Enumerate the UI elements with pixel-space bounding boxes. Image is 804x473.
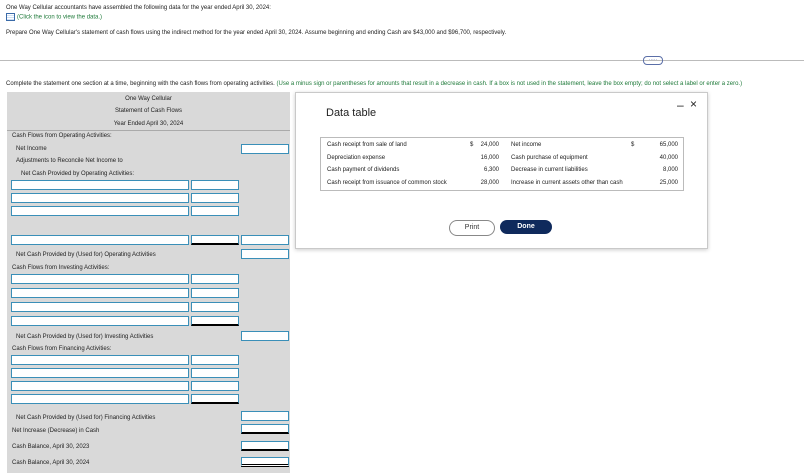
cash-end-input[interactable] bbox=[241, 457, 289, 467]
instruction-note: (Use a minus sign or parentheses for amounts that result in a decrease in cash. If a box is not used in the statement, leave the box empty; do not select a label or enter a zero.) bbox=[276, 81, 743, 87]
data-link[interactable] bbox=[6, 13, 102, 22]
close-icon[interactable]: × bbox=[690, 97, 698, 111]
data-row-dollar: $ bbox=[631, 142, 635, 148]
adjustment-amount-input[interactable] bbox=[191, 193, 239, 203]
data-row-value: 28,000 bbox=[480, 179, 499, 186]
modal-title: Data table bbox=[326, 107, 377, 119]
net-cash-investing-input[interactable] bbox=[241, 331, 289, 341]
data-row-label: Decrease in current liabilities bbox=[511, 167, 588, 173]
prompt-text: Prepare One Way Cellular's statement of cash flows using the indirect method for the year ended April 30, 2024. Assume beginning and ending Cash are $43,000 and $96,700, respectively. bbox=[6, 30, 507, 36]
net-cash-operating-label: Net Cash Provided by (Used for) Operating Activities bbox=[16, 252, 156, 258]
adjustment-label-input[interactable] bbox=[11, 180, 189, 190]
financing-label-input[interactable] bbox=[11, 355, 189, 365]
adjustments-label: Adjustments to Reconcile Net Income to bbox=[16, 158, 123, 164]
data-row-label: Depreciation expense bbox=[327, 154, 386, 161]
adjustment-label-input[interactable] bbox=[11, 193, 189, 203]
adjustment-amount-input[interactable] bbox=[191, 235, 239, 245]
net-cash-financing-input[interactable] bbox=[241, 411, 289, 421]
financing-amount-input[interactable] bbox=[191, 355, 239, 365]
data-row-label: Cash payment of dividends bbox=[327, 167, 400, 173]
header-divider bbox=[7, 130, 290, 131]
cash-begin-label: Cash Balance, April 30, 2023 bbox=[12, 444, 90, 450]
financing-label-input[interactable] bbox=[11, 381, 189, 391]
financing-header: Cash Flows from Financing Activities: bbox=[12, 346, 112, 352]
expand-toggle[interactable]: ····· bbox=[643, 56, 663, 65]
data-row-label: Cash purchase of equipment bbox=[511, 154, 588, 161]
divider bbox=[0, 60, 804, 61]
instruction bbox=[6, 80, 742, 88]
data-row-label: Increase in current assets other than cash bbox=[511, 179, 623, 186]
data-row-value: 40,000 bbox=[659, 154, 678, 161]
financing-amount-input[interactable] bbox=[191, 368, 239, 378]
investing-label-input[interactable] bbox=[11, 288, 189, 298]
investing-amount-input[interactable] bbox=[191, 302, 239, 312]
adjustment-amount-input[interactable] bbox=[191, 180, 239, 190]
data-row-dollar: $ bbox=[470, 142, 474, 148]
instruction-main: Complete the statement one section at a time, beginning with the cash flows from operating activities. bbox=[6, 81, 277, 87]
operating-header: Cash Flows from Operating Activities: bbox=[12, 133, 112, 139]
adjustment-label-input[interactable] bbox=[11, 235, 189, 245]
data-row-value: 16,000 bbox=[480, 154, 499, 161]
data-table bbox=[320, 137, 684, 191]
investing-header: Cash Flows from Investing Activities: bbox=[12, 265, 110, 271]
investing-label-input[interactable] bbox=[11, 316, 189, 326]
cash-end-label: Cash Balance, April 30, 2024 bbox=[12, 460, 90, 466]
intro-text: One Way Cellular accountants have assembled the following data for the year ended April 30, 2024: bbox=[6, 5, 271, 11]
adjustment-amount-input[interactable] bbox=[191, 206, 239, 216]
data-row-value: 24,000 bbox=[480, 142, 499, 148]
net-increase-input[interactable] bbox=[241, 424, 289, 434]
data-row-value: 6,300 bbox=[483, 167, 499, 173]
data-row-label: Cash receipt from sale of land bbox=[327, 142, 407, 148]
data-row-label: Net income bbox=[511, 142, 542, 148]
investing-label-input[interactable] bbox=[11, 302, 189, 312]
table-icon[interactable] bbox=[6, 13, 15, 21]
data-row-value: 25,000 bbox=[659, 179, 678, 186]
print-button[interactable]: Print bbox=[449, 220, 495, 236]
done-button[interactable]: Done bbox=[500, 220, 552, 234]
data-table-modal bbox=[295, 92, 708, 249]
data-link-label[interactable]: (Click the icon to view the data.) bbox=[17, 14, 103, 21]
financing-label-input[interactable] bbox=[11, 368, 189, 378]
financing-amount-input[interactable] bbox=[191, 394, 239, 404]
statement-title: Statement of Cash Flows bbox=[114, 108, 183, 114]
investing-label-input[interactable] bbox=[11, 274, 189, 284]
net-increase-label: Net Increase (Decrease) in Cash bbox=[12, 428, 100, 434]
financing-amount-input[interactable] bbox=[191, 381, 239, 391]
investing-amount-input[interactable] bbox=[191, 316, 239, 326]
net-cash-financing-label: Net Cash Provided by (Used for) Financing Activities bbox=[16, 415, 156, 421]
adjustment-label-input[interactable] bbox=[11, 206, 189, 216]
data-row-label: Cash receipt from issuance of common stock bbox=[327, 179, 447, 186]
company-name: One Way Cellular bbox=[125, 96, 172, 102]
net-cash-operating-input[interactable] bbox=[241, 249, 289, 259]
investing-amount-input[interactable] bbox=[191, 274, 239, 284]
data-row-value: 8,000 bbox=[662, 167, 678, 173]
minimize-icon[interactable]: – bbox=[677, 98, 684, 112]
net-cash-operating-sub: Net Cash Provided by Operating Activities: bbox=[21, 171, 135, 177]
investing-amount-input[interactable] bbox=[191, 288, 239, 298]
data-row-value: 65,000 bbox=[659, 142, 678, 148]
net-income-label: Net Income bbox=[16, 146, 47, 152]
cash-begin-input[interactable] bbox=[241, 441, 289, 451]
net-income-input[interactable] bbox=[241, 144, 289, 154]
cash-flow-statement bbox=[7, 92, 290, 473]
total-adjustments-input[interactable] bbox=[241, 235, 289, 245]
financing-label-input[interactable] bbox=[11, 394, 189, 404]
net-cash-investing-label: Net Cash Provided by (Used for) Investing Activities bbox=[16, 334, 154, 340]
statement-period: Year Ended April 30, 2024 bbox=[113, 121, 184, 127]
